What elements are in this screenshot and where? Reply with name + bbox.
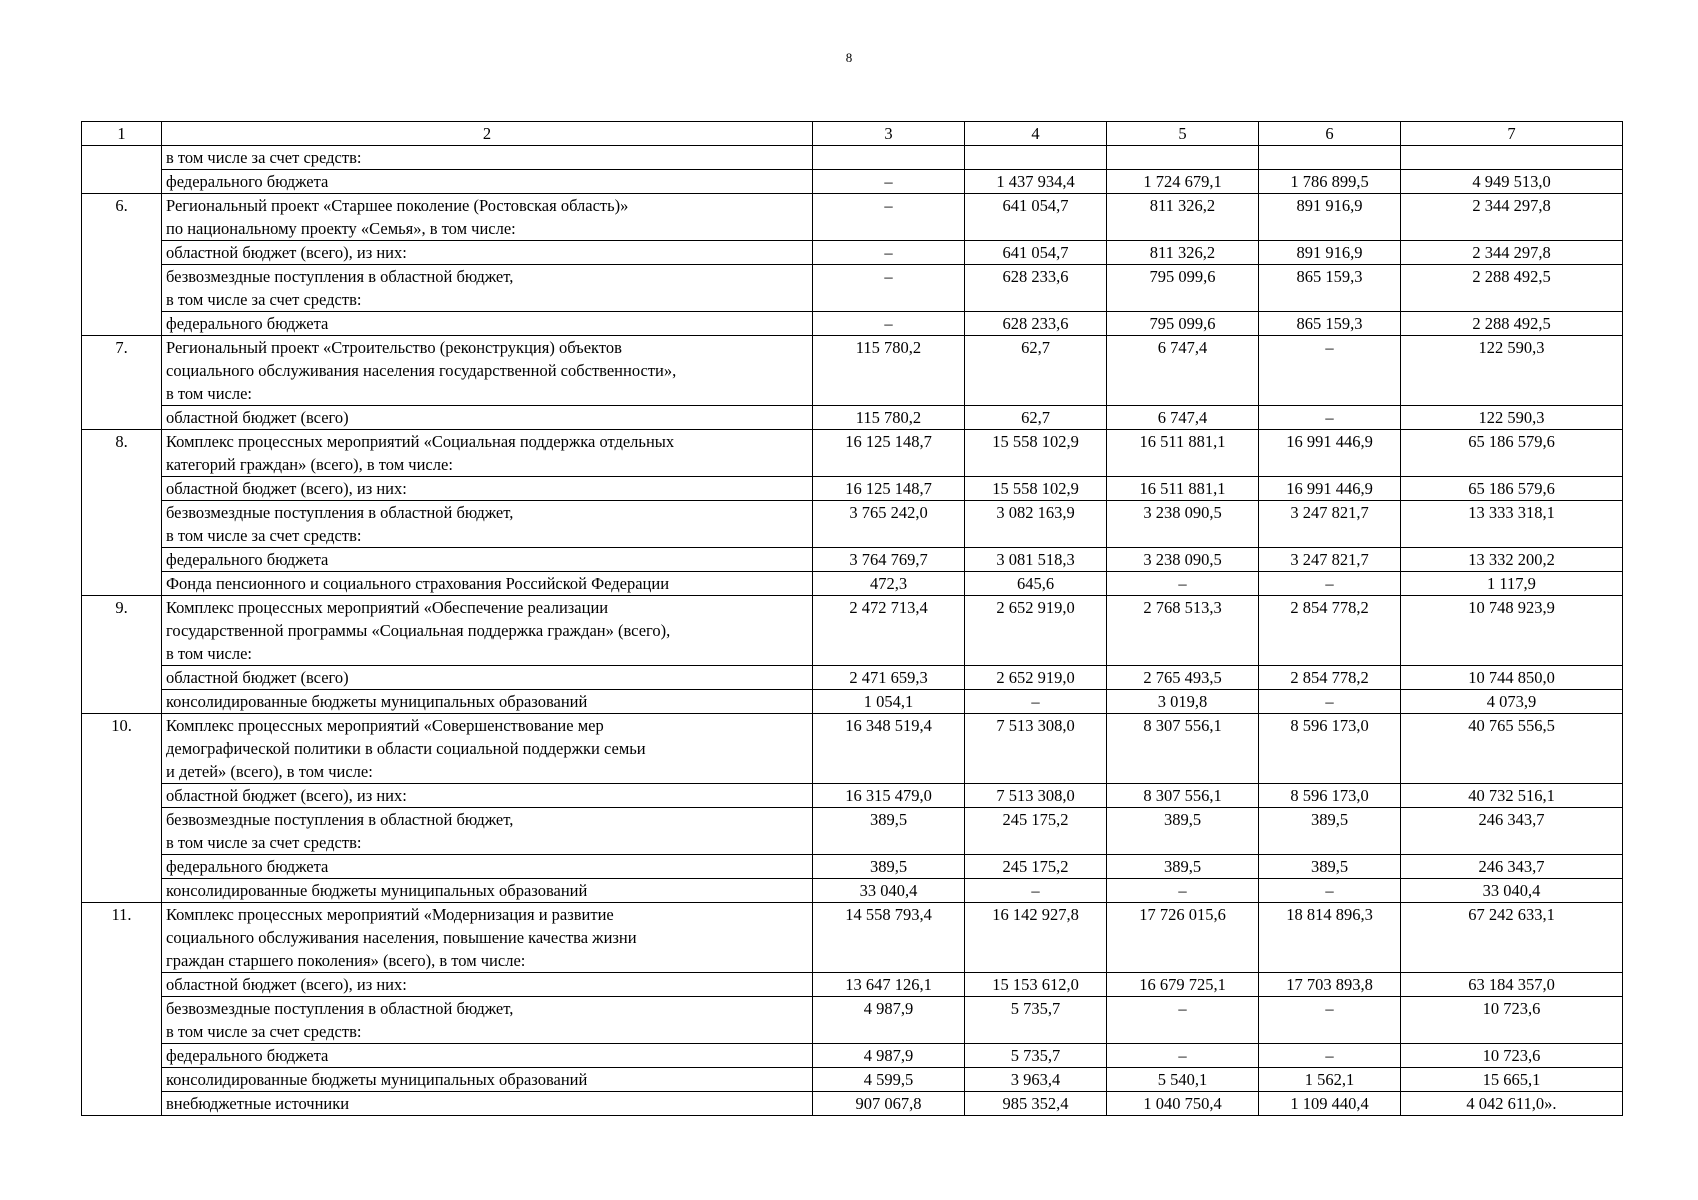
- row-number: [82, 973, 162, 997]
- value-col-5: 8 307 556,1: [1107, 784, 1259, 808]
- row-number: [82, 548, 162, 572]
- value-col-3: 16 125 148,7: [813, 430, 965, 477]
- value-col-7: 1 117,9: [1401, 572, 1623, 596]
- value-col-4: 645,6: [965, 572, 1107, 596]
- value-col-4: [965, 146, 1107, 170]
- row-label: Комплекс процессных мероприятий «Социальная поддержка отдельных категорий граждан» (всего), в том числе:: [162, 430, 813, 477]
- value-col-7: 4 042 611,0».: [1401, 1092, 1623, 1116]
- value-col-4: 245 175,2: [965, 855, 1107, 879]
- value-col-3: 115 780,2: [813, 336, 965, 406]
- value-col-7: 10 744 850,0: [1401, 666, 1623, 690]
- value-col-4: 2 652 919,0: [965, 666, 1107, 690]
- value-col-5: 6 747,4: [1107, 336, 1259, 406]
- value-col-5: 811 326,2: [1107, 241, 1259, 265]
- value-col-3: 14 558 793,4: [813, 903, 965, 973]
- page-number: 8: [845, 50, 853, 65]
- value-col-6: –: [1259, 997, 1401, 1044]
- row-number: 6.: [82, 194, 162, 241]
- value-col-3: 1 054,1: [813, 690, 965, 714]
- value-col-7: 65 186 579,6: [1401, 430, 1623, 477]
- row-label: федерального бюджета: [162, 548, 813, 572]
- row-label: областной бюджет (всего): [162, 666, 813, 690]
- row-number: 10.: [82, 714, 162, 784]
- value-col-4: 7 513 308,0: [965, 714, 1107, 784]
- value-col-5: 389,5: [1107, 808, 1259, 855]
- value-col-6: 18 814 896,3: [1259, 903, 1401, 973]
- value-col-4: 1 437 934,4: [965, 170, 1107, 194]
- value-col-5: 2 765 493,5: [1107, 666, 1259, 690]
- value-col-4: 985 352,4: [965, 1092, 1107, 1116]
- table-row: [82, 572, 1623, 596]
- value-col-7: 15 665,1: [1401, 1068, 1623, 1092]
- table-row: [82, 312, 1623, 336]
- row-label: безвозмездные поступления в областной бюджет, в том числе за счет средств:: [162, 501, 813, 548]
- table-row: [82, 666, 1623, 690]
- row-label: в том числе за счет средств:: [162, 146, 813, 170]
- value-col-3: 115 780,2: [813, 406, 965, 430]
- row-number: 7.: [82, 336, 162, 406]
- table-row: [82, 336, 1623, 406]
- value-col-3: 3 764 769,7: [813, 548, 965, 572]
- value-col-6: –: [1259, 690, 1401, 714]
- value-col-3: 4 987,9: [813, 1044, 965, 1068]
- value-col-7: 122 590,3: [1401, 336, 1623, 406]
- value-col-4: 62,7: [965, 336, 1107, 406]
- value-col-6: 1 109 440,4: [1259, 1092, 1401, 1116]
- value-col-6: 8 596 173,0: [1259, 714, 1401, 784]
- row-label: безвозмездные поступления в областной бюджет, в том числе за счет средств:: [162, 265, 813, 312]
- value-col-4: 3 082 163,9: [965, 501, 1107, 548]
- row-number: [82, 690, 162, 714]
- value-col-6: –: [1259, 879, 1401, 903]
- table-row: [82, 596, 1623, 666]
- value-col-5: 811 326,2: [1107, 194, 1259, 241]
- table-row: [82, 997, 1623, 1044]
- table-row: [82, 855, 1623, 879]
- value-col-5: 795 099,6: [1107, 265, 1259, 312]
- value-col-6: –: [1259, 406, 1401, 430]
- row-label: Региональный проект «Старшее поколение (Ростовская область)» по национальному проекту «Семья», в том числе:: [162, 194, 813, 241]
- value-col-3: –: [813, 241, 965, 265]
- value-col-3: –: [813, 194, 965, 241]
- table-row: [82, 973, 1623, 997]
- value-col-3: 16 125 148,7: [813, 477, 965, 501]
- table-row: [82, 477, 1623, 501]
- row-label: консолидированные бюджеты муниципальных образований: [162, 690, 813, 714]
- row-number: [82, 997, 162, 1044]
- value-col-7: 13 333 318,1: [1401, 501, 1623, 548]
- value-col-6: 865 159,3: [1259, 312, 1401, 336]
- value-col-5: 2 768 513,3: [1107, 596, 1259, 666]
- value-col-3: –: [813, 170, 965, 194]
- value-col-7: 246 343,7: [1401, 808, 1623, 855]
- value-col-3: 3 765 242,0: [813, 501, 965, 548]
- value-col-7: 246 343,7: [1401, 855, 1623, 879]
- value-col-3: 13 647 126,1: [813, 973, 965, 997]
- value-col-5: –: [1107, 572, 1259, 596]
- table-row: [82, 146, 1623, 170]
- row-label: Комплекс процессных мероприятий «Модернизация и развитие социального обслуживания населения, повышение качества жизни граждан старшего поколения» (всего), в том числе:: [162, 903, 813, 973]
- row-label: областной бюджет (всего): [162, 406, 813, 430]
- value-col-4: 15 558 102,9: [965, 477, 1107, 501]
- row-number: [82, 241, 162, 265]
- value-col-5: 6 747,4: [1107, 406, 1259, 430]
- value-col-4: 245 175,2: [965, 808, 1107, 855]
- budget-table-body: [82, 122, 1623, 1116]
- table-row: [82, 1092, 1623, 1116]
- row-label: федерального бюджета: [162, 312, 813, 336]
- value-col-4: 15 558 102,9: [965, 430, 1107, 477]
- row-label: областной бюджет (всего), из них:: [162, 477, 813, 501]
- row-label: Комплекс процессных мероприятий «Совершенствование мер демографической политики в области социальной поддержки семьи и детей» (всего), в том числе:: [162, 714, 813, 784]
- value-col-7: 10 723,6: [1401, 997, 1623, 1044]
- header-cell-6: 6: [1259, 122, 1401, 146]
- header-cell-7: 7: [1401, 122, 1623, 146]
- value-col-4: 2 652 919,0: [965, 596, 1107, 666]
- value-col-5: 389,5: [1107, 855, 1259, 879]
- value-col-6: 17 703 893,8: [1259, 973, 1401, 997]
- value-col-3: 33 040,4: [813, 879, 965, 903]
- value-col-6: [1259, 146, 1401, 170]
- value-col-3: 907 067,8: [813, 1092, 965, 1116]
- value-col-7: 122 590,3: [1401, 406, 1623, 430]
- header-cell-4: 4: [965, 122, 1107, 146]
- table-row: [82, 714, 1623, 784]
- value-col-7: 13 332 200,2: [1401, 548, 1623, 572]
- value-col-3: 4 599,5: [813, 1068, 965, 1092]
- value-col-6: 1 562,1: [1259, 1068, 1401, 1092]
- value-col-7: 33 040,4: [1401, 879, 1623, 903]
- value-col-3: [813, 146, 965, 170]
- value-col-7: 2 288 492,5: [1401, 312, 1623, 336]
- row-label: областной бюджет (всего), из них:: [162, 973, 813, 997]
- value-col-6: 891 916,9: [1259, 241, 1401, 265]
- value-col-5: 3 238 090,5: [1107, 501, 1259, 548]
- row-number: [82, 406, 162, 430]
- row-number: [82, 501, 162, 548]
- table-row: [82, 1044, 1623, 1068]
- row-label: Фонда пенсионного и социального страхования Российской Федерации: [162, 572, 813, 596]
- value-col-7: 10 723,6: [1401, 1044, 1623, 1068]
- row-number: [82, 808, 162, 855]
- value-col-4: 16 142 927,8: [965, 903, 1107, 973]
- table-row: [82, 784, 1623, 808]
- table-row: [82, 879, 1623, 903]
- value-col-7: 67 242 633,1: [1401, 903, 1623, 973]
- row-label: федерального бюджета: [162, 1044, 813, 1068]
- value-col-4: 641 054,7: [965, 241, 1107, 265]
- table-row: [82, 690, 1623, 714]
- table-row: [82, 194, 1623, 241]
- table-header-row: [82, 122, 1623, 146]
- value-col-4: –: [965, 690, 1107, 714]
- value-col-4: 15 153 612,0: [965, 973, 1107, 997]
- value-col-5: 3 019,8: [1107, 690, 1259, 714]
- value-col-4: 628 233,6: [965, 312, 1107, 336]
- row-number: 9.: [82, 596, 162, 666]
- value-col-5: 5 540,1: [1107, 1068, 1259, 1092]
- table-row: [82, 241, 1623, 265]
- value-col-6: 2 854 778,2: [1259, 596, 1401, 666]
- value-col-3: 4 987,9: [813, 997, 965, 1044]
- header-cell-1: 1: [82, 122, 162, 146]
- value-col-6: 16 991 446,9: [1259, 430, 1401, 477]
- value-col-3: –: [813, 265, 965, 312]
- value-col-7: 2 344 297,8: [1401, 241, 1623, 265]
- table-row: [82, 501, 1623, 548]
- value-col-5: 795 099,6: [1107, 312, 1259, 336]
- value-col-4: 5 735,7: [965, 997, 1107, 1044]
- row-label: федерального бюджета: [162, 170, 813, 194]
- row-number: [82, 855, 162, 879]
- row-label: внебюджетные источники: [162, 1092, 813, 1116]
- value-col-7: 40 732 516,1: [1401, 784, 1623, 808]
- row-number: [82, 572, 162, 596]
- value-col-5: 1 724 679,1: [1107, 170, 1259, 194]
- row-label: областной бюджет (всего), из них:: [162, 784, 813, 808]
- value-col-3: –: [813, 312, 965, 336]
- value-col-6: 8 596 173,0: [1259, 784, 1401, 808]
- value-col-5: –: [1107, 997, 1259, 1044]
- value-col-6: 3 247 821,7: [1259, 548, 1401, 572]
- value-col-4: 3 963,4: [965, 1068, 1107, 1092]
- value-col-6: 2 854 778,2: [1259, 666, 1401, 690]
- value-col-4: 628 233,6: [965, 265, 1107, 312]
- value-col-5: 8 307 556,1: [1107, 714, 1259, 784]
- row-number: [82, 312, 162, 336]
- value-col-5: 1 040 750,4: [1107, 1092, 1259, 1116]
- value-col-4: 7 513 308,0: [965, 784, 1107, 808]
- value-col-3: 16 348 519,4: [813, 714, 965, 784]
- row-label: безвозмездные поступления в областной бюджет, в том числе за счет средств:: [162, 808, 813, 855]
- row-number: 11.: [82, 903, 162, 973]
- row-number: 8.: [82, 430, 162, 477]
- value-col-7: 4 073,9: [1401, 690, 1623, 714]
- row-number: [82, 879, 162, 903]
- value-col-3: 16 315 479,0: [813, 784, 965, 808]
- header-cell-3: 3: [813, 122, 965, 146]
- row-label: консолидированные бюджеты муниципальных образований: [162, 879, 813, 903]
- row-number: [82, 1044, 162, 1068]
- value-col-4: 641 054,7: [965, 194, 1107, 241]
- value-col-7: 2 344 297,8: [1401, 194, 1623, 241]
- value-col-6: 1 786 899,5: [1259, 170, 1401, 194]
- row-number: [82, 477, 162, 501]
- value-col-6: 865 159,3: [1259, 265, 1401, 312]
- table-row: [82, 903, 1623, 973]
- value-col-7: 4 949 513,0: [1401, 170, 1623, 194]
- value-col-7: 2 288 492,5: [1401, 265, 1623, 312]
- value-col-6: 891 916,9: [1259, 194, 1401, 241]
- row-label: федерального бюджета: [162, 855, 813, 879]
- value-col-6: –: [1259, 336, 1401, 406]
- value-col-4: –: [965, 879, 1107, 903]
- budget-table: [81, 121, 1623, 1116]
- value-col-6: 389,5: [1259, 855, 1401, 879]
- table-row: [82, 170, 1623, 194]
- row-label: Региональный проект «Строительство (реконструкция) объектов социального обслуживания населения государственной собственности», в том числе:: [162, 336, 813, 406]
- value-col-5: 3 238 090,5: [1107, 548, 1259, 572]
- row-label: областной бюджет (всего), из них:: [162, 241, 813, 265]
- value-col-3: 472,3: [813, 572, 965, 596]
- value-col-4: 3 081 518,3: [965, 548, 1107, 572]
- value-col-7: 10 748 923,9: [1401, 596, 1623, 666]
- value-col-3: 389,5: [813, 808, 965, 855]
- table-row: [82, 406, 1623, 430]
- table-row: [82, 808, 1623, 855]
- value-col-5: 16 511 881,1: [1107, 477, 1259, 501]
- value-col-5: [1107, 146, 1259, 170]
- header-cell-5: 5: [1107, 122, 1259, 146]
- row-number: [82, 1068, 162, 1092]
- value-col-7: 40 765 556,5: [1401, 714, 1623, 784]
- value-col-5: 17 726 015,6: [1107, 903, 1259, 973]
- value-col-5: –: [1107, 1044, 1259, 1068]
- value-col-5: 16 679 725,1: [1107, 973, 1259, 997]
- value-col-7: [1401, 146, 1623, 170]
- header-cell-2: 2: [162, 122, 813, 146]
- value-col-6: –: [1259, 1044, 1401, 1068]
- table-row: [82, 430, 1623, 477]
- value-col-3: 389,5: [813, 855, 965, 879]
- row-number: [82, 784, 162, 808]
- value-col-6: 3 247 821,7: [1259, 501, 1401, 548]
- value-col-7: 63 184 357,0: [1401, 973, 1623, 997]
- row-number: [82, 265, 162, 312]
- row-number: [82, 170, 162, 194]
- value-col-7: 65 186 579,6: [1401, 477, 1623, 501]
- value-col-4: 5 735,7: [965, 1044, 1107, 1068]
- table-row: [82, 265, 1623, 312]
- value-col-3: 2 471 659,3: [813, 666, 965, 690]
- value-col-4: 62,7: [965, 406, 1107, 430]
- row-label: консолидированные бюджеты муниципальных образований: [162, 1068, 813, 1092]
- row-number: [82, 146, 162, 170]
- value-col-3: 2 472 713,4: [813, 596, 965, 666]
- value-col-5: 16 511 881,1: [1107, 430, 1259, 477]
- row-number: [82, 1092, 162, 1116]
- value-col-6: 16 991 446,9: [1259, 477, 1401, 501]
- row-number: [82, 666, 162, 690]
- row-label: Комплекс процессных мероприятий «Обеспечение реализации государственной программы «Социальная поддержка граждан» (всего), в том числе:: [162, 596, 813, 666]
- value-col-5: –: [1107, 879, 1259, 903]
- row-label: безвозмездные поступления в областной бюджет, в том числе за счет средств:: [162, 997, 813, 1044]
- value-col-6: –: [1259, 572, 1401, 596]
- table-row: [82, 548, 1623, 572]
- value-col-6: 389,5: [1259, 808, 1401, 855]
- table-row: [82, 1068, 1623, 1092]
